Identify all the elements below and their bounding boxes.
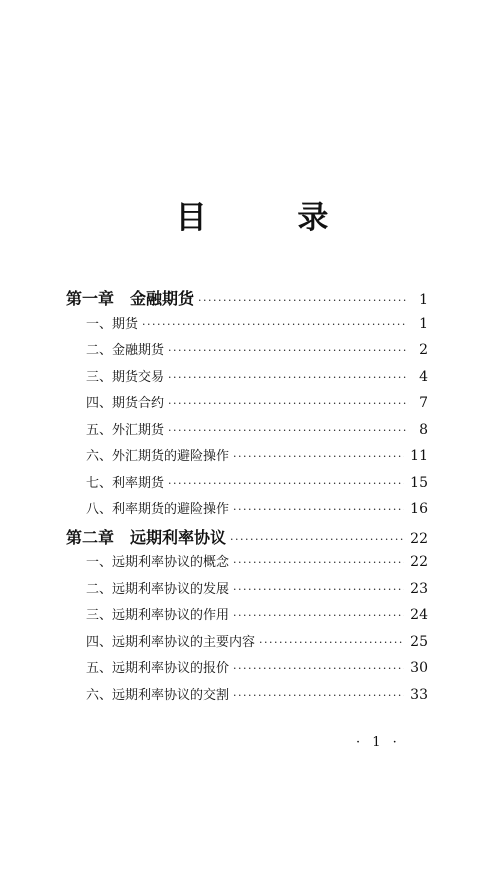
dot-leader	[168, 397, 406, 410]
toc-entry-title: 七、利率期货	[86, 475, 165, 491]
dot-leader	[233, 662, 404, 675]
toc-page-number: 2	[419, 342, 428, 358]
toc-entry-section	[66, 551, 428, 578]
toc-entry-chapter-1	[66, 286, 428, 313]
toc-page-number: 15	[410, 474, 428, 491]
dot-leader	[168, 344, 406, 357]
toc-entry-title: 二、远期利率协议的发展	[86, 581, 230, 597]
dot-leader	[168, 424, 406, 437]
toc-entry-chapter-2	[66, 525, 428, 552]
table-of-contents	[66, 286, 428, 710]
toc-page-number: 7	[419, 395, 428, 411]
dot-leader	[168, 371, 406, 384]
toc-entry-section	[66, 339, 428, 366]
toc-entry-title: 八、利率期货的避险操作	[86, 502, 230, 517]
toc-entry-title: 二、金融期货	[86, 343, 165, 358]
page-title: 目 录	[175, 200, 369, 236]
toc-entry-title: 五、外汇期货	[86, 422, 165, 438]
toc-page-number: 4	[419, 368, 428, 385]
toc-page-number: 1	[419, 315, 428, 332]
toc-page-number: 30	[410, 660, 428, 676]
toc-entry-title: 四、期货合约	[86, 396, 165, 411]
toc-entry-title: 四、远期利率协议的主要内容	[86, 634, 256, 650]
toc-page-number: 24	[410, 607, 428, 623]
toc-entry-title: 五、远期利率协议的报价	[86, 661, 230, 676]
toc-page-number: 22	[410, 554, 428, 570]
toc-page-number: 22	[410, 530, 428, 547]
toc-entry-section	[66, 419, 428, 446]
toc-page-number: 16	[410, 501, 428, 517]
dot-leader	[142, 318, 406, 331]
toc-entry-title: 六、远期利率协议的交割	[86, 687, 230, 703]
toc-entry-title: 三、远期利率协议的作用	[86, 608, 230, 623]
toc-page-number: 1	[419, 292, 428, 308]
toc-entry-title: 六、外汇期货的避险操作	[86, 449, 230, 464]
dot-leader	[233, 689, 404, 702]
toc-page-number: 25	[410, 633, 428, 650]
dot-leader	[233, 450, 404, 463]
dot-leader	[198, 294, 406, 307]
toc-entry-title: 三、期货交易	[86, 369, 165, 385]
toc-page-number: 8	[419, 421, 428, 438]
dot-leader	[259, 636, 404, 649]
toc-entry-section	[66, 366, 428, 393]
dot-leader	[233, 556, 404, 569]
toc-entry-title: 一、远期利率协议的概念	[86, 555, 230, 570]
dot-leader	[230, 533, 404, 546]
dot-leader	[233, 609, 404, 622]
toc-page-number: 33	[410, 686, 428, 703]
toc-entry-section	[66, 684, 428, 711]
dot-leader	[233, 583, 404, 596]
toc-entry-section	[66, 472, 428, 499]
toc-entry-section	[66, 604, 428, 631]
page-folio: · 1 ·	[356, 735, 401, 750]
toc-entry-section	[66, 445, 428, 472]
toc-entry-section	[66, 631, 428, 658]
toc-entry-section	[66, 657, 428, 684]
toc-entry-title: 第一章 金融期货	[66, 289, 195, 308]
toc-entry-section	[66, 392, 428, 419]
toc-page-number: 11	[410, 448, 428, 464]
toc-page-number: 23	[410, 580, 428, 597]
toc-entry-title: 第二章 远期利率协议	[66, 527, 227, 547]
dot-leader	[233, 503, 404, 516]
toc-entry-section	[66, 498, 428, 525]
dot-leader	[168, 477, 404, 490]
toc-entry-section	[66, 313, 428, 340]
toc-entry-section	[66, 578, 428, 605]
toc-entry-title: 一、期货	[86, 316, 139, 332]
